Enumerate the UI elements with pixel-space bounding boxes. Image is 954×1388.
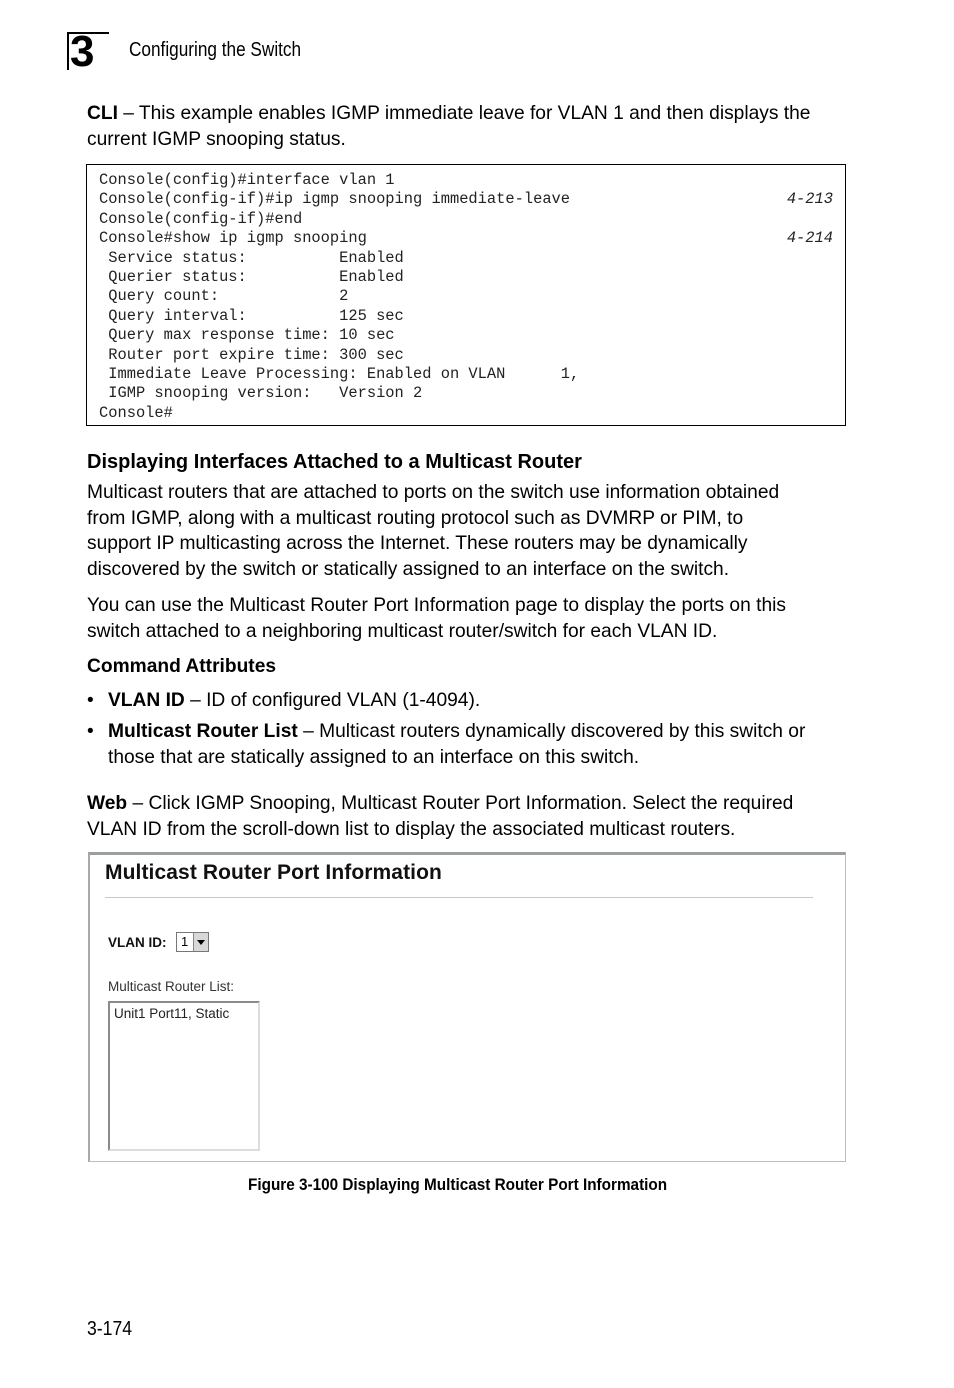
code-reference: 4-214 xyxy=(786,229,833,248)
web-label: Web xyxy=(87,793,128,814)
list-item[interactable]: Unit1 Port11, Static xyxy=(114,1006,230,1021)
text-line: – Click IGMP Snooping, Multicast Router Port Information. Select the required xyxy=(127,793,794,814)
chapter-number: 3 xyxy=(70,27,95,76)
text-line: switch attached to a neighboring multicast router/switch for each VLAN ID. xyxy=(87,620,718,642)
code-line: Console#show ip igmp snooping 4-214 xyxy=(99,229,833,248)
text-line: You can use the Multicast Router Port Information page to display the ports on this xyxy=(87,595,786,616)
multicast-router-list[interactable] xyxy=(108,1001,260,1151)
text-line: VLAN ID from the scroll-down list to display the associated multicast routers. xyxy=(87,818,736,840)
title-divider xyxy=(105,897,813,898)
page-title: Multicast Router Port Information xyxy=(105,861,442,884)
chevron-down-icon xyxy=(197,940,205,945)
text-line: support IP multicasting across the Internet. These routers may be dynamically xyxy=(87,533,748,554)
bullet-term: Multicast Router List xyxy=(108,721,298,742)
code-line: Querier status: Enabled xyxy=(99,268,404,286)
code-line: Service status: Enabled xyxy=(99,248,404,267)
cli-intro-text: – This example enables IGMP immediate leave for VLAN 1 and then displays the current IGMP snooping status. xyxy=(87,103,811,150)
vlan-id-label: VLAN ID: xyxy=(108,935,167,950)
code-line: Console(config-if)#end xyxy=(99,209,303,228)
text-line: Multicast routers that are attached to ports on the switch use information obtained xyxy=(87,482,780,503)
vlan-id-select[interactable] xyxy=(176,932,209,952)
section-paragraph-2 xyxy=(87,593,847,644)
code-line: Router port expire time: 300 sec xyxy=(99,345,404,364)
figure-screenshot xyxy=(88,852,846,1162)
section-paragraph-1 xyxy=(87,480,847,582)
code-line: Query max response time: 10 sec xyxy=(99,326,395,345)
code-line: Console(config-if)#ip igmp snooping immediate-leave 4-213 xyxy=(99,190,833,209)
command-attributes-heading: Command Attributes xyxy=(87,656,277,677)
bullet-term: VLAN ID xyxy=(108,690,185,711)
bullet-text: those that are statically assigned to an interface on this switch. xyxy=(108,746,640,768)
bullet-text: – Multicast routers dynamically discovered by this switch or xyxy=(297,721,806,742)
dropdown-button[interactable] xyxy=(193,933,208,951)
bullet-dot: • xyxy=(87,690,94,711)
bullet-dot: • xyxy=(87,721,94,742)
multicast-router-list-label: Multicast Router List: xyxy=(108,979,235,994)
text-line: discovered by the switch or statically assigned to an interface on the switch. xyxy=(87,558,730,580)
code-line: Query count: 2 xyxy=(99,287,349,306)
cli-code-block xyxy=(86,164,846,426)
code-line: Immediate Leave Processing: Enabled on VLAN 1, xyxy=(99,365,580,383)
code-line: Console(config)#interface vlan 1 xyxy=(99,171,395,189)
code-line: IGMP snooping version: Version 2 xyxy=(99,384,423,403)
vlan-id-value: 1 xyxy=(181,934,189,949)
text-line: from IGMP, along with a multicast routing protocol such as DVMRP or PIM, to xyxy=(87,507,744,529)
cli-label: CLI xyxy=(87,103,118,124)
chapter-title: Configuring the Switch xyxy=(129,39,302,61)
code-reference: 4-213 xyxy=(786,190,833,209)
cli-intro-paragraph xyxy=(87,101,847,152)
code-line: Query interval: 125 sec xyxy=(99,306,404,325)
web-paragraph xyxy=(87,791,847,842)
figure-caption: Figure 3-100 Displaying Multicast Router Port Information xyxy=(248,1175,668,1194)
page-number: 3-174 xyxy=(87,1318,133,1340)
code-line: Console# xyxy=(99,403,173,422)
bullet-text: – ID of configured VLAN (1-4094). xyxy=(184,690,481,711)
section-heading: Displaying Interfaces Attached to a Multicast Router xyxy=(87,451,582,473)
